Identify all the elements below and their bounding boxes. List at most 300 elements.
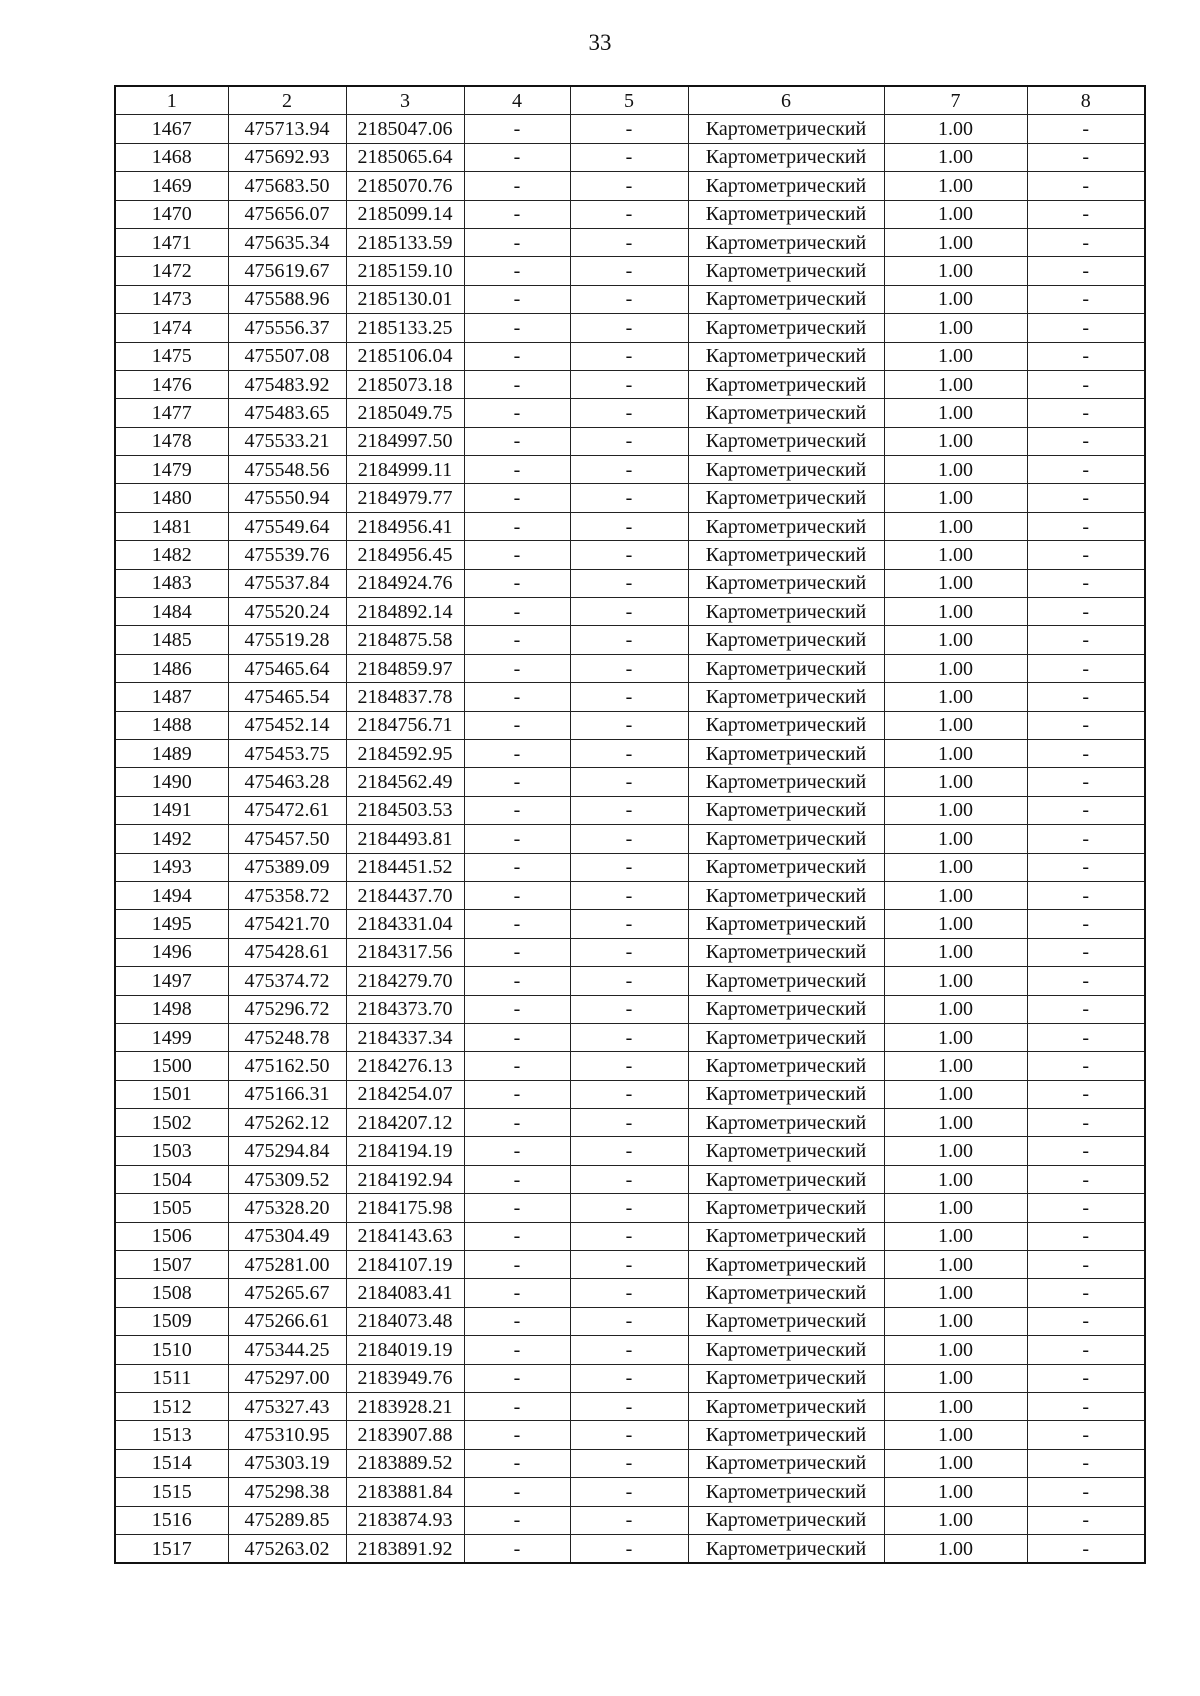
cell-method: Картометрический: [688, 739, 884, 767]
cell-col-4: -: [464, 1449, 570, 1477]
cell-col-4: -: [464, 1251, 570, 1279]
cell-accuracy: 1.00: [884, 1251, 1027, 1279]
table-row: [115, 541, 1145, 569]
cell-col-4: -: [464, 370, 570, 398]
cell-col-8: -: [1027, 853, 1145, 881]
cell-accuracy: 1.00: [884, 143, 1027, 171]
cell-col-4: -: [464, 1279, 570, 1307]
cell-x-coordinate: 475166.31: [228, 1080, 346, 1108]
cell-col-8: -: [1027, 172, 1145, 200]
cell-col-8: -: [1027, 228, 1145, 256]
cell-col-8: -: [1027, 654, 1145, 682]
cell-accuracy: 1.00: [884, 257, 1027, 285]
table-row: [115, 314, 1145, 342]
cell-point-number: 1498: [115, 995, 228, 1023]
cell-point-number: 1500: [115, 1052, 228, 1080]
table-row: [115, 796, 1145, 824]
cell-col-5: -: [570, 1194, 688, 1222]
cell-point-number: 1478: [115, 427, 228, 455]
cell-method: Картометрический: [688, 825, 884, 853]
cell-method: Картометрический: [688, 314, 884, 342]
cell-point-number: 1483: [115, 569, 228, 597]
cell-y-coordinate: 2183891.92: [346, 1534, 464, 1563]
cell-method: Картометрический: [688, 881, 884, 909]
cell-accuracy: 1.00: [884, 910, 1027, 938]
cell-method: Картометрический: [688, 853, 884, 881]
cell-y-coordinate: 2185106.04: [346, 342, 464, 370]
cell-col-4: -: [464, 598, 570, 626]
cell-point-number: 1516: [115, 1506, 228, 1534]
table-row: [115, 739, 1145, 767]
cell-x-coordinate: 475457.50: [228, 825, 346, 853]
cell-method: Картометрический: [688, 1307, 884, 1335]
cell-col-4: -: [464, 825, 570, 853]
cell-accuracy: 1.00: [884, 541, 1027, 569]
cell-col-4: -: [464, 200, 570, 228]
cell-point-number: 1473: [115, 285, 228, 313]
cell-col-4: -: [464, 1165, 570, 1193]
cell-col-5: -: [570, 967, 688, 995]
cell-col-5: -: [570, 1052, 688, 1080]
cell-point-number: 1499: [115, 1023, 228, 1051]
cell-col-8: -: [1027, 683, 1145, 711]
cell-accuracy: 1.00: [884, 228, 1027, 256]
cell-y-coordinate: 2184756.71: [346, 711, 464, 739]
cell-accuracy: 1.00: [884, 1194, 1027, 1222]
cell-y-coordinate: 2184331.04: [346, 910, 464, 938]
cell-accuracy: 1.00: [884, 1109, 1027, 1137]
cell-col-8: -: [1027, 484, 1145, 512]
cell-y-coordinate: 2183928.21: [346, 1392, 464, 1420]
table-row: [115, 881, 1145, 909]
cell-col-5: -: [570, 626, 688, 654]
cell-accuracy: 1.00: [884, 1307, 1027, 1335]
cell-point-number: 1480: [115, 484, 228, 512]
cell-method: Картометрический: [688, 115, 884, 143]
cell-method: Картометрический: [688, 541, 884, 569]
cell-col-8: -: [1027, 910, 1145, 938]
cell-col-8: -: [1027, 1421, 1145, 1449]
cell-y-coordinate: 2184073.48: [346, 1307, 464, 1335]
cell-point-number: 1475: [115, 342, 228, 370]
cell-point-number: 1484: [115, 598, 228, 626]
cell-col-8: -: [1027, 711, 1145, 739]
table-row: [115, 1421, 1145, 1449]
cell-accuracy: 1.00: [884, 768, 1027, 796]
cell-accuracy: 1.00: [884, 115, 1027, 143]
cell-x-coordinate: 475428.61: [228, 938, 346, 966]
cell-accuracy: 1.00: [884, 825, 1027, 853]
table-row: [115, 1279, 1145, 1307]
cell-col-8: -: [1027, 1336, 1145, 1364]
cell-y-coordinate: 2184083.41: [346, 1279, 464, 1307]
cell-col-8: -: [1027, 115, 1145, 143]
cell-method: Картометрический: [688, 654, 884, 682]
cell-accuracy: 1.00: [884, 314, 1027, 342]
cell-col-4: -: [464, 995, 570, 1023]
cell-method: Картометрический: [688, 683, 884, 711]
cell-col-8: -: [1027, 285, 1145, 313]
cell-y-coordinate: 2184337.34: [346, 1023, 464, 1051]
cell-y-coordinate: 2184254.07: [346, 1080, 464, 1108]
cell-col-5: -: [570, 995, 688, 1023]
cell-col-5: -: [570, 711, 688, 739]
cell-point-number: 1494: [115, 881, 228, 909]
cell-accuracy: 1.00: [884, 342, 1027, 370]
cell-col-4: -: [464, 881, 570, 909]
cell-accuracy: 1.00: [884, 881, 1027, 909]
cell-col-4: -: [464, 938, 570, 966]
cell-x-coordinate: 475262.12: [228, 1109, 346, 1137]
cell-method: Картометрический: [688, 1506, 884, 1534]
cell-x-coordinate: 475328.20: [228, 1194, 346, 1222]
cell-y-coordinate: 2184107.19: [346, 1251, 464, 1279]
cell-x-coordinate: 475296.72: [228, 995, 346, 1023]
cell-method: Картометрический: [688, 938, 884, 966]
cell-col-5: -: [570, 115, 688, 143]
cell-col-8: -: [1027, 257, 1145, 285]
table-row: [115, 853, 1145, 881]
cell-y-coordinate: 2185133.59: [346, 228, 464, 256]
cell-col-4: -: [464, 1506, 570, 1534]
cell-x-coordinate: 475588.96: [228, 285, 346, 313]
column-header-2: 2: [228, 86, 346, 115]
cell-y-coordinate: 2184956.41: [346, 512, 464, 540]
cell-col-8: -: [1027, 995, 1145, 1023]
cell-col-5: -: [570, 285, 688, 313]
cell-col-4: -: [464, 1392, 570, 1420]
cell-method: Картометрический: [688, 399, 884, 427]
cell-x-coordinate: 475303.19: [228, 1449, 346, 1477]
cell-x-coordinate: 475297.00: [228, 1364, 346, 1392]
table-row: [115, 1023, 1145, 1051]
cell-col-8: -: [1027, 825, 1145, 853]
cell-x-coordinate: 475519.28: [228, 626, 346, 654]
cell-accuracy: 1.00: [884, 484, 1027, 512]
cell-col-5: -: [570, 1478, 688, 1506]
cell-col-8: -: [1027, 569, 1145, 597]
table-row: [115, 1307, 1145, 1335]
cell-method: Картометрический: [688, 626, 884, 654]
cell-y-coordinate: 2184373.70: [346, 995, 464, 1023]
cell-col-8: -: [1027, 200, 1145, 228]
cell-x-coordinate: 475619.67: [228, 257, 346, 285]
cell-y-coordinate: 2183907.88: [346, 1421, 464, 1449]
cell-point-number: 1511: [115, 1364, 228, 1392]
cell-col-8: -: [1027, 1251, 1145, 1279]
cell-col-4: -: [464, 1421, 570, 1449]
cell-col-8: -: [1027, 1506, 1145, 1534]
cell-method: Картометрический: [688, 285, 884, 313]
cell-accuracy: 1.00: [884, 1279, 1027, 1307]
cell-accuracy: 1.00: [884, 626, 1027, 654]
cell-accuracy: 1.00: [884, 1023, 1027, 1051]
cell-x-coordinate: 475533.21: [228, 427, 346, 455]
column-header-6: 6: [688, 86, 884, 115]
cell-accuracy: 1.00: [884, 200, 1027, 228]
table-row: [115, 1364, 1145, 1392]
cell-method: Картометрический: [688, 569, 884, 597]
cell-col-8: -: [1027, 1080, 1145, 1108]
cell-x-coordinate: 475713.94: [228, 115, 346, 143]
cell-point-number: 1517: [115, 1534, 228, 1563]
cell-method: Картометрический: [688, 1194, 884, 1222]
cell-col-5: -: [570, 683, 688, 711]
cell-col-8: -: [1027, 1137, 1145, 1165]
cell-col-5: -: [570, 1137, 688, 1165]
cell-col-5: -: [570, 598, 688, 626]
cell-x-coordinate: 475327.43: [228, 1392, 346, 1420]
cell-method: Картометрический: [688, 1534, 884, 1563]
cell-col-8: -: [1027, 1279, 1145, 1307]
cell-col-5: -: [570, 569, 688, 597]
cell-method: Картометрический: [688, 1137, 884, 1165]
cell-accuracy: 1.00: [884, 456, 1027, 484]
cell-point-number: 1507: [115, 1251, 228, 1279]
table-row: [115, 569, 1145, 597]
cell-point-number: 1497: [115, 967, 228, 995]
cell-col-4: -: [464, 541, 570, 569]
cell-y-coordinate: 2184451.52: [346, 853, 464, 881]
cell-y-coordinate: 2185159.10: [346, 257, 464, 285]
cell-x-coordinate: 475465.64: [228, 654, 346, 682]
cell-accuracy: 1.00: [884, 1421, 1027, 1449]
cell-col-4: -: [464, 342, 570, 370]
table-row: [115, 512, 1145, 540]
cell-y-coordinate: 2184859.97: [346, 654, 464, 682]
cell-point-number: 1474: [115, 314, 228, 342]
cell-accuracy: 1.00: [884, 1137, 1027, 1165]
table-row: [115, 1392, 1145, 1420]
table-row: [115, 115, 1145, 143]
cell-x-coordinate: 475683.50: [228, 172, 346, 200]
cell-point-number: 1501: [115, 1080, 228, 1108]
cell-col-8: -: [1027, 598, 1145, 626]
cell-x-coordinate: 475389.09: [228, 853, 346, 881]
cell-col-4: -: [464, 285, 570, 313]
cell-col-8: -: [1027, 143, 1145, 171]
cell-y-coordinate: 2184207.12: [346, 1109, 464, 1137]
table-row: [115, 285, 1145, 313]
cell-col-8: -: [1027, 626, 1145, 654]
cell-col-4: -: [464, 654, 570, 682]
cell-col-4: -: [464, 626, 570, 654]
cell-y-coordinate: 2183881.84: [346, 1478, 464, 1506]
table-row: [115, 1137, 1145, 1165]
cell-method: Картометрический: [688, 1421, 884, 1449]
cell-point-number: 1467: [115, 115, 228, 143]
cell-x-coordinate: 475463.28: [228, 768, 346, 796]
cell-method: Картометрический: [688, 143, 884, 171]
cell-col-5: -: [570, 739, 688, 767]
cell-col-8: -: [1027, 1222, 1145, 1250]
cell-col-8: -: [1027, 1165, 1145, 1193]
cell-col-8: -: [1027, 512, 1145, 540]
cell-x-coordinate: 475539.76: [228, 541, 346, 569]
cell-x-coordinate: 475344.25: [228, 1336, 346, 1364]
table-row: [115, 228, 1145, 256]
cell-x-coordinate: 475550.94: [228, 484, 346, 512]
cell-col-5: -: [570, 427, 688, 455]
table-row: [115, 1165, 1145, 1193]
cell-method: Картометрический: [688, 995, 884, 1023]
cell-accuracy: 1.00: [884, 285, 1027, 313]
cell-point-number: 1503: [115, 1137, 228, 1165]
cell-col-4: -: [464, 711, 570, 739]
cell-y-coordinate: 2185133.25: [346, 314, 464, 342]
cell-y-coordinate: 2184892.14: [346, 598, 464, 626]
table-row: [115, 967, 1145, 995]
cell-col-5: -: [570, 1449, 688, 1477]
cell-col-5: -: [570, 484, 688, 512]
table-row: [115, 825, 1145, 853]
cell-method: Картометрический: [688, 1364, 884, 1392]
cell-col-5: -: [570, 825, 688, 853]
cell-col-4: -: [464, 1023, 570, 1051]
cell-col-8: -: [1027, 967, 1145, 995]
cell-method: Картометрический: [688, 1279, 884, 1307]
cell-col-5: -: [570, 853, 688, 881]
table-body: [115, 115, 1145, 1563]
cell-accuracy: 1.00: [884, 569, 1027, 597]
cell-col-4: -: [464, 1478, 570, 1506]
cell-col-8: -: [1027, 1364, 1145, 1392]
cell-col-8: -: [1027, 1534, 1145, 1563]
cell-x-coordinate: 475304.49: [228, 1222, 346, 1250]
table-row: [115, 1052, 1145, 1080]
cell-col-4: -: [464, 427, 570, 455]
cell-col-5: -: [570, 1392, 688, 1420]
cell-accuracy: 1.00: [884, 1506, 1027, 1534]
table-row: [115, 399, 1145, 427]
cell-point-number: 1487: [115, 683, 228, 711]
cell-accuracy: 1.00: [884, 1392, 1027, 1420]
cell-col-8: -: [1027, 796, 1145, 824]
cell-method: Картометрический: [688, 910, 884, 938]
cell-col-5: -: [570, 370, 688, 398]
cell-x-coordinate: 475692.93: [228, 143, 346, 171]
cell-x-coordinate: 475265.67: [228, 1279, 346, 1307]
table-row: [115, 1194, 1145, 1222]
cell-col-4: -: [464, 1194, 570, 1222]
cell-method: Картометрический: [688, 512, 884, 540]
table-row: [115, 172, 1145, 200]
cell-point-number: 1470: [115, 200, 228, 228]
cell-accuracy: 1.00: [884, 938, 1027, 966]
cell-method: Картометрический: [688, 427, 884, 455]
cell-y-coordinate: 2184956.45: [346, 541, 464, 569]
cell-point-number: 1509: [115, 1307, 228, 1335]
cell-point-number: 1469: [115, 172, 228, 200]
cell-col-8: -: [1027, 399, 1145, 427]
cell-accuracy: 1.00: [884, 796, 1027, 824]
table-row: [115, 1506, 1145, 1534]
cell-y-coordinate: 2184437.70: [346, 881, 464, 909]
cell-col-5: -: [570, 881, 688, 909]
cell-col-8: -: [1027, 1449, 1145, 1477]
cell-y-coordinate: 2184276.13: [346, 1052, 464, 1080]
table-row: [115, 711, 1145, 739]
cell-y-coordinate: 2183874.93: [346, 1506, 464, 1534]
cell-col-4: -: [464, 1307, 570, 1335]
cell-point-number: 1481: [115, 512, 228, 540]
cell-x-coordinate: 475520.24: [228, 598, 346, 626]
cell-method: Картометрический: [688, 342, 884, 370]
cell-x-coordinate: 475549.64: [228, 512, 346, 540]
cell-col-8: -: [1027, 1109, 1145, 1137]
cell-col-8: -: [1027, 314, 1145, 342]
cell-col-8: -: [1027, 342, 1145, 370]
cell-col-4: -: [464, 853, 570, 881]
page-number: 33: [588, 30, 612, 55]
cell-x-coordinate: 475266.61: [228, 1307, 346, 1335]
cell-x-coordinate: 475537.84: [228, 569, 346, 597]
table-row: [115, 995, 1145, 1023]
cell-point-number: 1502: [115, 1109, 228, 1137]
cell-y-coordinate: 2185099.14: [346, 200, 464, 228]
cell-col-4: -: [464, 967, 570, 995]
cell-point-number: 1477: [115, 399, 228, 427]
cell-col-5: -: [570, 172, 688, 200]
cell-method: Картометрический: [688, 456, 884, 484]
cell-point-number: 1472: [115, 257, 228, 285]
cell-col-4: -: [464, 1222, 570, 1250]
cell-col-4: -: [464, 1052, 570, 1080]
cell-y-coordinate: 2184592.95: [346, 739, 464, 767]
cell-x-coordinate: 475298.38: [228, 1478, 346, 1506]
cell-col-8: -: [1027, 1052, 1145, 1080]
cell-x-coordinate: 475483.92: [228, 370, 346, 398]
cell-col-5: -: [570, 1251, 688, 1279]
table-row: [115, 456, 1145, 484]
cell-col-4: -: [464, 143, 570, 171]
cell-accuracy: 1.00: [884, 711, 1027, 739]
cell-col-4: -: [464, 228, 570, 256]
cell-point-number: 1486: [115, 654, 228, 682]
cell-col-8: -: [1027, 1307, 1145, 1335]
cell-col-5: -: [570, 541, 688, 569]
cell-point-number: 1510: [115, 1336, 228, 1364]
cell-y-coordinate: 2184019.19: [346, 1336, 464, 1364]
cell-col-5: -: [570, 1080, 688, 1108]
cell-point-number: 1493: [115, 853, 228, 881]
table-row: [115, 257, 1145, 285]
cell-point-number: 1485: [115, 626, 228, 654]
cell-col-8: -: [1027, 938, 1145, 966]
cell-point-number: 1506: [115, 1222, 228, 1250]
cell-x-coordinate: 475507.08: [228, 342, 346, 370]
table-row: [115, 626, 1145, 654]
cell-y-coordinate: 2185073.18: [346, 370, 464, 398]
cell-x-coordinate: 475452.14: [228, 711, 346, 739]
table-row: [115, 938, 1145, 966]
cell-y-coordinate: 2184192.94: [346, 1165, 464, 1193]
cell-method: Картометрический: [688, 1251, 884, 1279]
cell-x-coordinate: 475309.52: [228, 1165, 346, 1193]
table-row: [115, 910, 1145, 938]
cell-x-coordinate: 475281.00: [228, 1251, 346, 1279]
cell-col-4: -: [464, 1109, 570, 1137]
cell-method: Картометрический: [688, 1052, 884, 1080]
table-row: [115, 342, 1145, 370]
cell-col-5: -: [570, 1506, 688, 1534]
cell-x-coordinate: 475248.78: [228, 1023, 346, 1051]
cell-col-5: -: [570, 143, 688, 171]
cell-x-coordinate: 475358.72: [228, 881, 346, 909]
column-header-3: 3: [346, 86, 464, 115]
table-row: [115, 1222, 1145, 1250]
cell-point-number: 1508: [115, 1279, 228, 1307]
